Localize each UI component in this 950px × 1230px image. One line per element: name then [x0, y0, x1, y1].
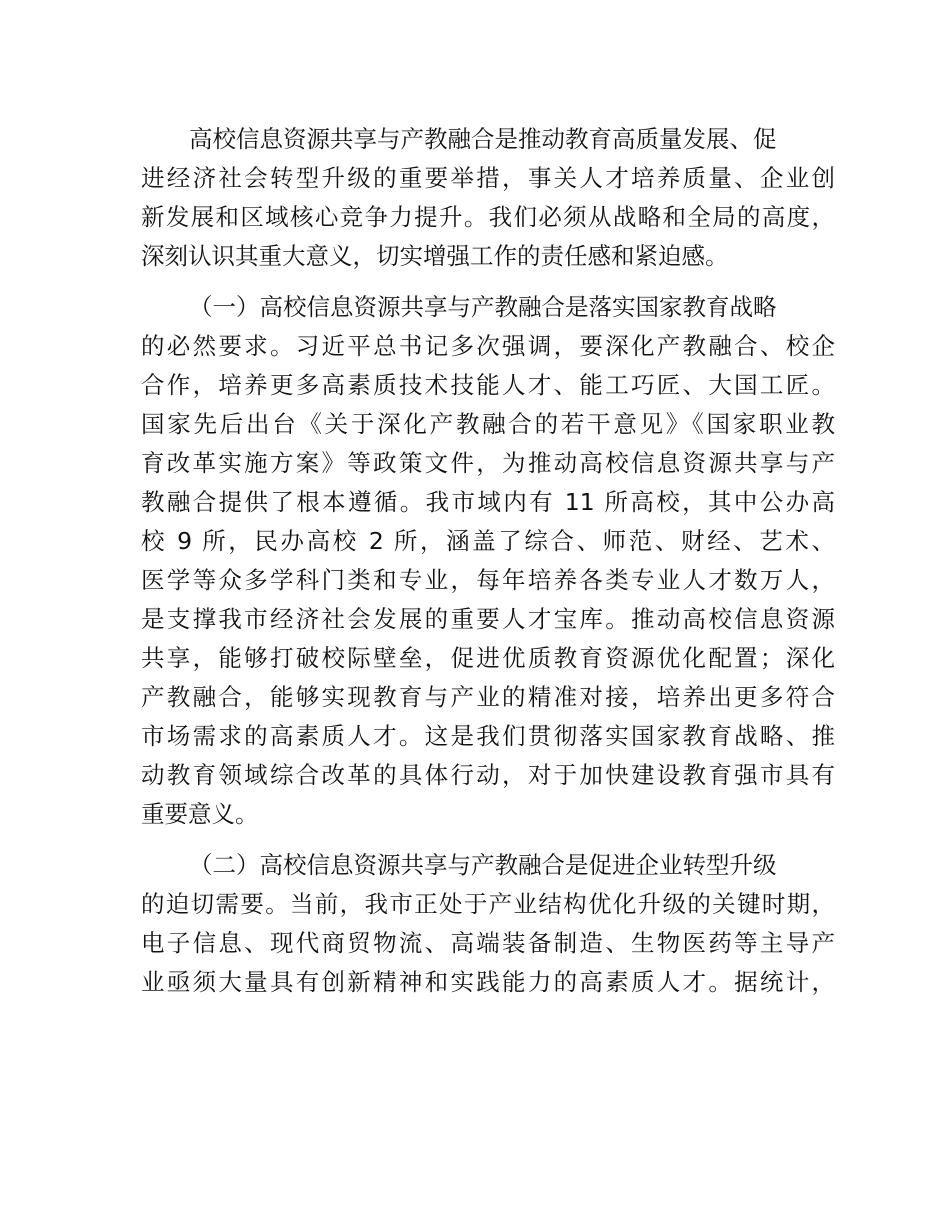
text-line: 业亟须大量具有创新精神和实践能力的高素质人才。据统计，: [141, 968, 835, 996]
section-heading-line: （二）高校信息资源共享与产教融合是促进企业转型升级: [189, 851, 777, 879]
text-line: 教融合提供了根本遵循。我市域内有 11 所高校，其中公办高: [141, 488, 835, 516]
paragraph-section-1: [141, 288, 835, 834]
text-line: 是支撑我市经济社会发展的重要人才宝库。推动高校信息资源: [141, 605, 835, 633]
text-line: 高校信息资源共享与产教融合是推动教育高质量发展、促: [189, 125, 777, 153]
paragraph-intro: [141, 120, 835, 276]
text-line: 深刻认识其重大意义，切实增强工作的责任感和紧迫感。: [141, 242, 729, 270]
section-heading-line: （一）高校信息资源共享与产教融合是落实国家教育战略: [189, 293, 777, 321]
text-line: 国家先后出台《关于深化产教融合的若干意见》《国家职业教: [141, 410, 835, 438]
text-line: 重要意义。: [141, 800, 259, 828]
text-line: 进经济社会转型升级的重要举措，事关人才培养质量、企业创: [141, 164, 835, 192]
text-line: 医学等众多学科门类和专业，每年培养各类专业人才数万人，: [141, 566, 835, 594]
text-line: 新发展和区域核心竞争力提升。我们必须从战略和全局的高度，: [141, 203, 835, 231]
text-line: 的必然要求。习近平总书记多次强调，要深化产教融合、校企: [141, 332, 835, 360]
text-line: 市场需求的高素质人才。这是我们贯彻落实国家教育战略、推: [141, 722, 835, 750]
text-line: 合作，培养更多高素质技术技能人才、能工巧匠、大国工匠。: [141, 371, 835, 399]
text-line: 动教育领域综合改革的具体行动，对于加快建设教育强市具有: [141, 761, 835, 789]
text-line: 育改革实施方案》等政策文件，为推动高校信息资源共享与产: [141, 449, 835, 477]
document-body: [141, 120, 835, 1014]
text-line: 电子信息、现代商贸物流、高端装备制造、生物医药等主导产: [141, 929, 835, 957]
paragraph-section-2: [141, 846, 835, 1002]
text-line: 共享，能够打破校际壁垒，促进优质教育资源优化配置；深化: [141, 644, 835, 672]
text-line: 校 9 所，民办高校 2 所，涵盖了综合、师范、财经、艺术、: [141, 527, 835, 555]
text-line: 的迫切需要。当前，我市正处于产业结构优化升级的关键时期，: [141, 890, 835, 918]
text-line: 产教融合，能够实现教育与产业的精准对接，培养出更多符合: [141, 683, 835, 711]
